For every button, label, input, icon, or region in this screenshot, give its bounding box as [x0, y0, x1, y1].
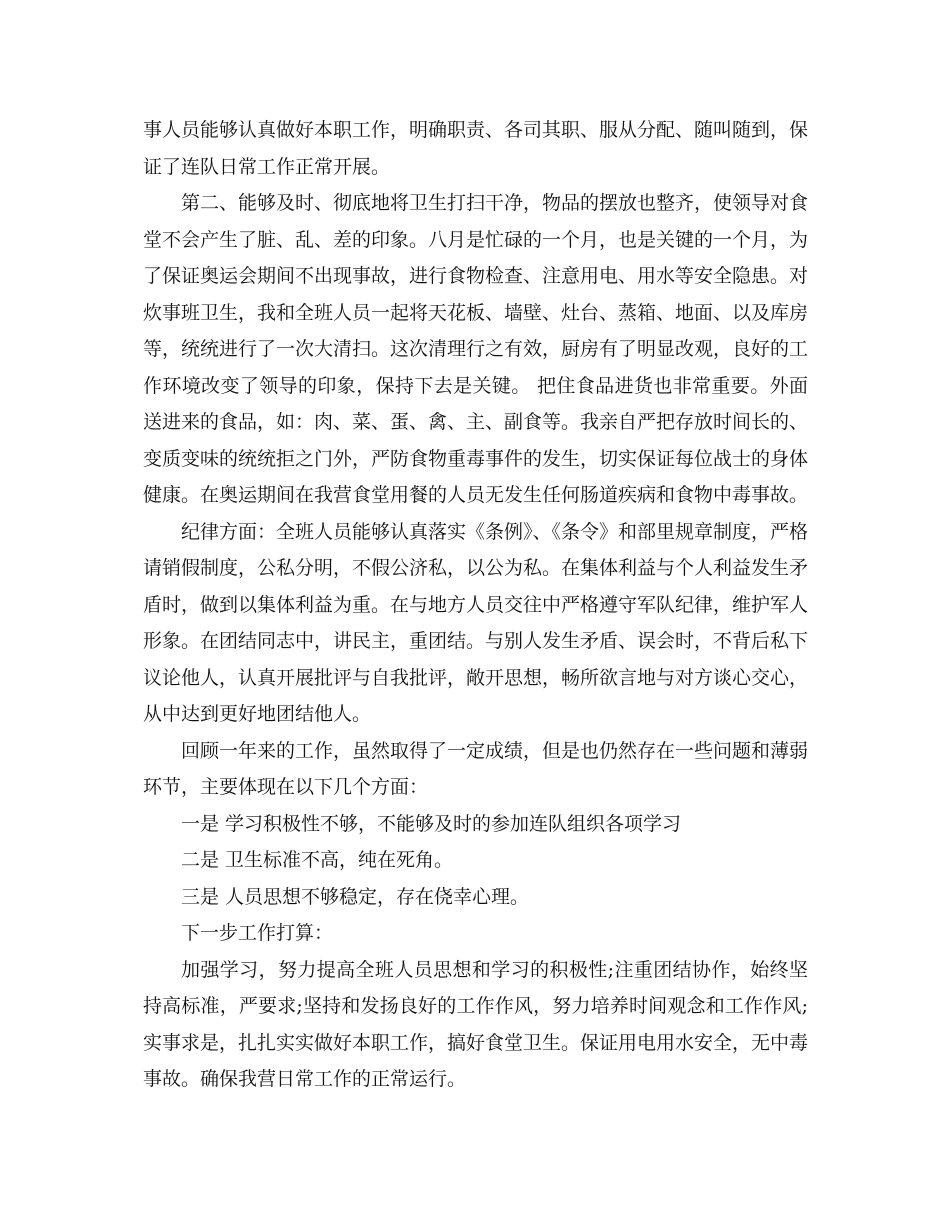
issue-item-3: 三是 人员思想不够稳定，存在侥幸心理。 — [181, 885, 530, 908]
next-steps-heading: 下一步工作打算： — [181, 922, 334, 944]
issue-item-1: 一是 学习积极性不够，不能够及时的参加连队组织各项学习 — [181, 812, 682, 835]
paragraph-hygiene-and-food-safety: 第二、能够及时、彻底地将卫生打扫干净，物品的摆放也整齐，使领导对食堂不会产生了脏、乱、差的印象。八月是忙碌的一个月，也是关键的一个月，为了保证奥运会期间不出现事故，进行食物检查、注意用电、用水等安全隐患。对炊事班卫生，我和全班人员一起将天花板、墙壁、灶台、蒸箱、地面、以及库房等，统统进行了一次大清扫。这次清理行之有效，厨房有了明显改观，良好的工作环境改变了领导的印象，保持下去是关键。 把住食品进货也非常重要。外面送进来的食品，如：肉、菜、蛋、禽、主、副食等。我亲自严把存放时间长的、变质变味的统统拒之门外，严防食物重毒事件的发生，切实保证每位战士的身体健康。在奥运期间在我营食堂用餐的人员无发生任何肠道疾病和食物中毒事故。 — [143, 192, 809, 506]
paragraph-next-steps: 加强学习，努力提高全班人员思想和学习的积极性;注重团结协作，始终坚持高标准，严要求;坚持和发扬良好的工作作风，努力培养时间观念和工作作风;实事求是，扎扎实实做好本职工作，搞好食堂卫生。保证用电用水安全，无中毒事故。确保我营日常工作的正常运行。 — [143, 958, 809, 1090]
paragraph-discipline: 纪律方面：全班人员能够认真落实《条例》、《条令》和部里规章制度，严格请销假制度，公私分明，不假公济私，以公为私。在集体利益与个人利益发生矛盾时，做到以集体利益为重。在与地方人员交往中严格遵守军队纪律，维护军人形象。在团结同志中，讲民主，重团结。与别人发生矛盾、误会时，不背后私下议论他人，认真开展批评与自我批评，敞开思想，畅所欲言地与对方谈心交心，从中达到更好地团结他人。 — [143, 520, 809, 725]
document-body — [143, 112, 808, 1098]
paragraph-duties-continued: 事人员能够认真做好本职工作，明确职责、各司其职、服从分配、随叫随到，保证了连队日常工作正常开展。 — [143, 119, 809, 178]
paragraph-review: 回顾一年来的工作，虽然取得了一定成绩，但是也仍然存在一些问题和薄弱环节，主要体现在以下几个方面： — [143, 739, 809, 798]
issue-item-2: 二是 卫生标准不高，纯在死角。 — [181, 849, 454, 871]
